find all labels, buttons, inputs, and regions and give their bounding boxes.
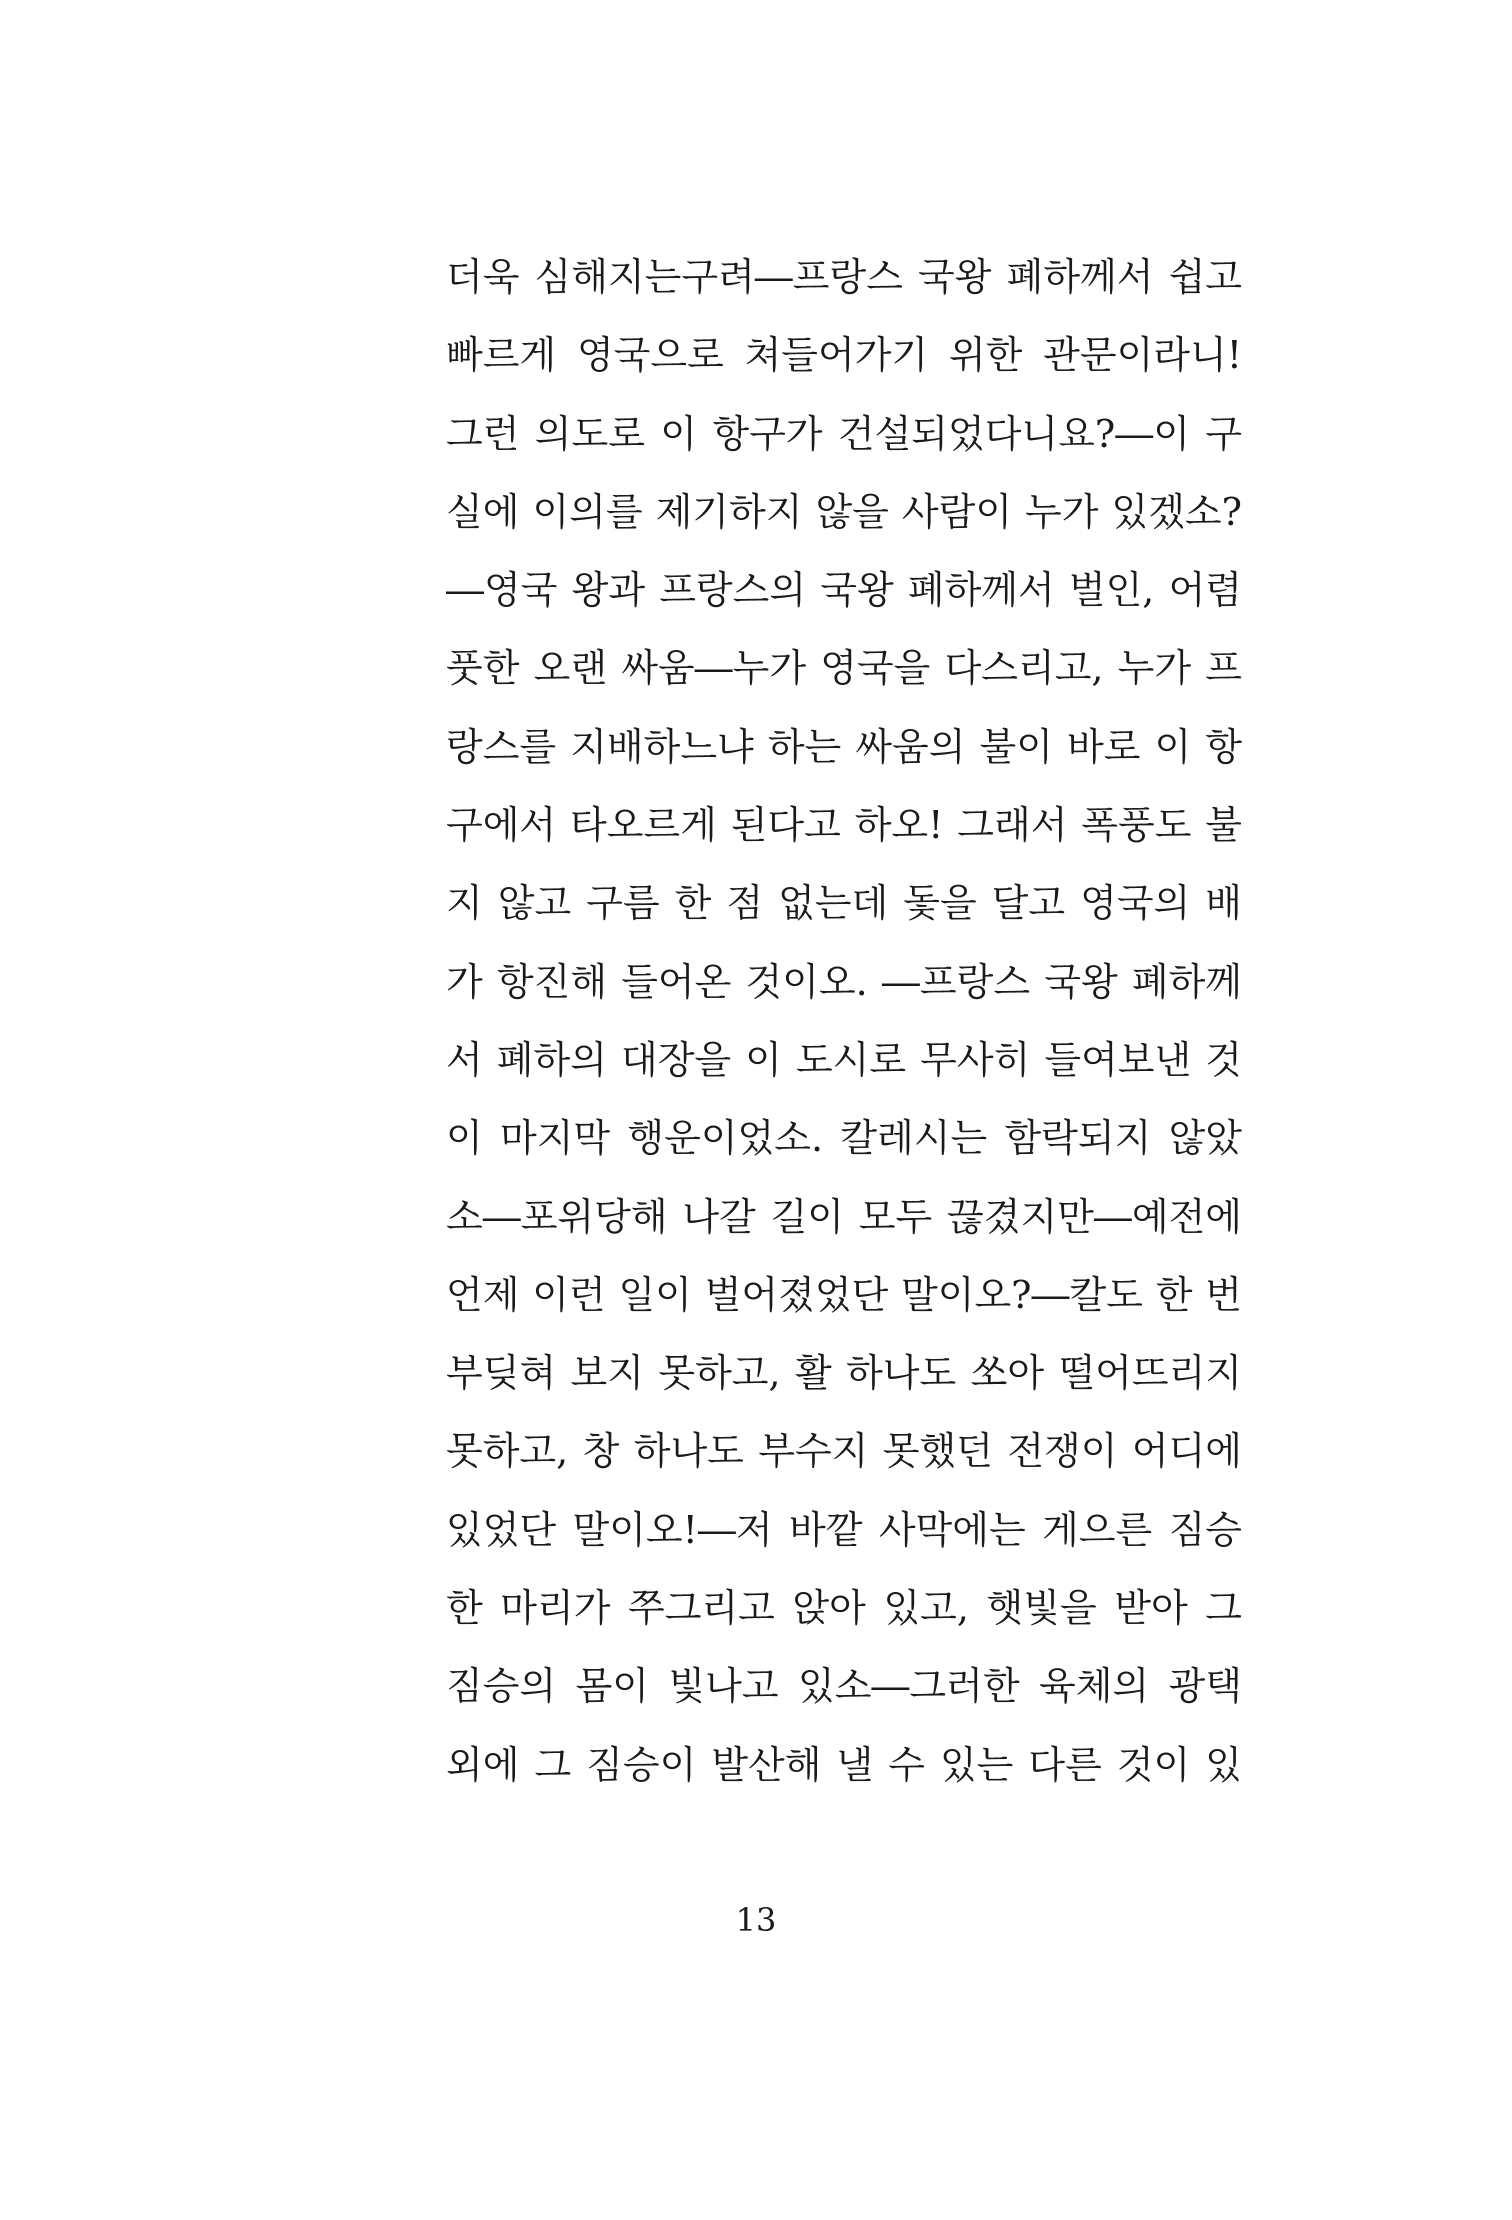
text-line: ―영국 왕과 프랑스의 국왕 폐하께서 벌인, 어렴 (446, 568, 1242, 613)
text-line: 서 폐하의 대장을 이 도시로 무사히 들여보낸 것 (446, 1037, 1242, 1082)
text-line: 한 마리가 쭈그리고 앉아 있고, 햇빛을 받아 그 (446, 1586, 1242, 1631)
text-line: 가 항진해 들어온 것이오. ―프랑스 국왕 폐하께 (446, 959, 1242, 1004)
text-line: 구에서 타오르게 된다고 하오! 그래서 폭풍도 불 (446, 803, 1242, 848)
text-line: 짐승의 몸이 빛나고 있소―그러한 육체의 광택 (446, 1664, 1242, 1709)
text-line: 이 마지막 행운이었소. 칼레시는 함락되지 않았 (446, 1116, 1242, 1161)
text-line: 언제 이런 일이 벌어졌었단 말이오?―칼도 한 번 (446, 1272, 1242, 1317)
text-line: 지 않고 구름 한 점 없는데 돛을 달고 영국의 배 (446, 881, 1242, 926)
text-line: 그런 의도로 이 항구가 건설되었다니요?―이 구 (446, 411, 1242, 456)
text-line: 있었단 말이오!―저 바깥 사막에는 게으른 짐승 (446, 1507, 1242, 1552)
text-line: 못하고, 창 하나도 부수지 못했던 전쟁이 어디에 (446, 1429, 1242, 1474)
text-line: 외에 그 짐승이 발산해 낼 수 있는 다른 것이 있 (446, 1742, 1242, 1787)
text-line: 소―포위당해 나갈 길이 모두 끊겼지만―예전에 (446, 1194, 1242, 1239)
text-line: 빠르게 영국으로 쳐들어가기 위한 관문이라니! (446, 333, 1242, 378)
text-line: 부딪혀 보지 못하고, 활 하나도 쏘아 떨어뜨리지 (446, 1351, 1242, 1396)
body-text (446, 248, 1242, 1814)
text-line: 랑스를 지배하느냐 하는 싸움의 불이 바로 이 항 (446, 724, 1242, 769)
page-number: 13 (735, 1901, 777, 1939)
text-line: 실에 이의를 제기하지 않을 사람이 누가 있겠소? (446, 489, 1242, 534)
text-line: 풋한 오랜 싸움―누가 영국을 다스리고, 누가 프 (446, 646, 1242, 691)
text-line: 더욱 심해지는구려―프랑스 국왕 폐하께서 쉽고 (446, 255, 1242, 299)
